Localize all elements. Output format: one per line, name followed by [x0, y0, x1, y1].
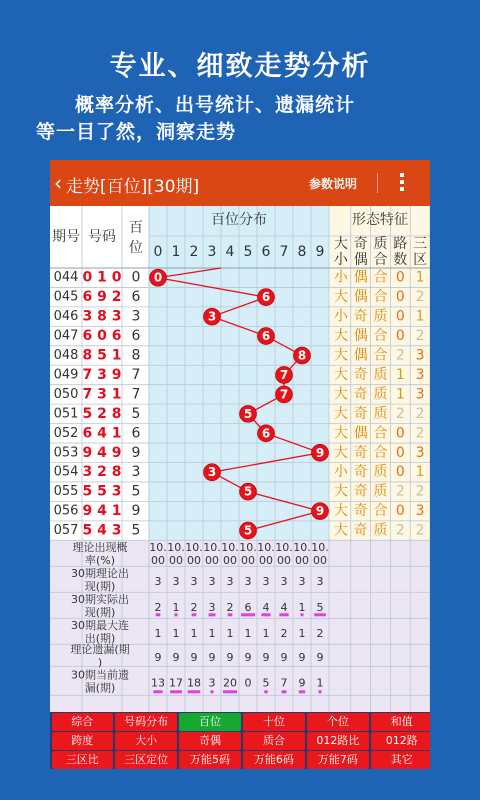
stat-value: 3 — [280, 574, 288, 588]
stat-bar — [319, 690, 322, 693]
tab-1-5[interactable]: 012路 — [371, 732, 430, 750]
row-form-1: 奇 — [353, 464, 368, 481]
stat-value: 1 — [298, 600, 306, 614]
row-hundreds-value: 7 — [131, 386, 141, 403]
header-form-col: 三 — [413, 236, 428, 252]
hit-ball-label: 0 — [153, 270, 163, 285]
stat-value: 00 — [223, 553, 237, 567]
tab-0-2[interactable]: 百位 — [179, 713, 241, 731]
row-form-1: 奇 — [353, 503, 368, 520]
row-number: 5 2 8 — [82, 405, 122, 422]
row-form-4: 3 — [415, 386, 425, 403]
stat-value: 13 — [151, 676, 165, 690]
stat-value: 2 — [190, 600, 198, 614]
row-form-2: 合 — [373, 289, 388, 306]
stat-value: 00 — [151, 553, 165, 567]
row-form-3: 0 — [395, 464, 405, 481]
stat-bar — [299, 690, 305, 693]
row-form-4: 2 — [415, 405, 425, 422]
hit-ball-label: 7 — [279, 387, 289, 402]
stat-value: 3 — [244, 574, 252, 588]
stat-value: 2 — [316, 626, 324, 640]
header-distribution: 百位分布 — [211, 212, 267, 228]
stat-value: 00 — [241, 553, 255, 567]
stat-value: 20 — [223, 676, 237, 690]
stat-value: 10. — [203, 540, 221, 554]
stat-value: 1 — [262, 626, 270, 640]
tab-2-2[interactable]: 万能5码 — [179, 751, 241, 769]
promo-subtitle-1: 概率分析、出号统计、遗漏统计 — [75, 94, 356, 116]
stat-label: 30期实际出 — [71, 592, 129, 606]
row-form-2: 合 — [373, 425, 388, 442]
row-form-3: 2 — [395, 483, 405, 500]
row-form-4: 1 — [415, 308, 425, 325]
stat-value: 5 — [262, 676, 270, 690]
stat-value: 10. — [275, 540, 293, 554]
stat-label: ) — [97, 655, 103, 669]
row-form-0: 大 — [333, 386, 348, 403]
row-hundreds-value: 3 — [131, 308, 141, 325]
row-form-4: 3 — [415, 347, 425, 364]
row-form-2: 质 — [373, 366, 388, 383]
row-period: 053 — [53, 445, 79, 461]
stat-label: 理论出现概 — [72, 540, 128, 554]
header-digit: 7 — [279, 244, 289, 260]
header-digit: 1 — [171, 244, 181, 260]
page-title: 走势[百位][30期] — [66, 177, 200, 197]
row-form-2: 质 — [373, 405, 388, 422]
stat-value: 10. — [257, 540, 275, 554]
overflow-menu-icon[interactable] — [396, 170, 408, 196]
row-form-0: 大 — [333, 444, 348, 461]
row-form-1: 奇 — [353, 366, 368, 383]
tab-0-0[interactable]: 综合 — [52, 713, 114, 731]
row-period: 044 — [53, 270, 79, 286]
row-form-0: 大 — [333, 328, 348, 345]
promo-subtitle-2: 等一目了然，洞察走势 — [36, 121, 237, 143]
row-form-4: 3 — [415, 366, 425, 383]
stat-bar — [192, 613, 197, 616]
stat-label: 30期当前遗 — [71, 668, 129, 682]
stat-bar — [223, 690, 237, 693]
header-form-col: 偶 — [353, 252, 368, 268]
tab-2-5[interactable]: 其它 — [371, 751, 430, 769]
stat-value: 00 — [313, 553, 327, 567]
row-hundreds-value: 5 — [131, 522, 141, 539]
header-digit: 9 — [315, 244, 325, 260]
stat-value: 1 — [226, 626, 234, 640]
stat-value: 10. — [293, 540, 311, 554]
stat-value: 9 — [298, 650, 306, 664]
stat-value: 10. — [239, 540, 257, 554]
header-form-col: 大 — [333, 236, 348, 252]
hit-ball-label: 5 — [243, 484, 253, 499]
stat-value: 3 — [262, 574, 270, 588]
hit-ball-label: 5 — [243, 523, 253, 538]
stat-value: 9 — [226, 650, 234, 664]
tab-0-4[interactable]: 个位 — [307, 713, 369, 731]
tab-2-0[interactable]: 三区比 — [52, 751, 114, 769]
app-bar — [50, 160, 430, 206]
row-form-0: 小 — [333, 308, 348, 325]
stat-value: 1 — [244, 626, 252, 640]
row-hundreds-value: 3 — [131, 464, 141, 481]
row-form-1: 奇 — [353, 483, 368, 500]
header-form-col: 区 — [413, 252, 428, 268]
header-form-col: 路 — [393, 236, 408, 252]
stat-value: 9 — [244, 650, 252, 664]
hit-ball-label: 9 — [315, 504, 325, 519]
row-form-3: 0 — [395, 308, 405, 325]
row-period: 052 — [53, 425, 79, 441]
row-form-3: 0 — [395, 269, 405, 286]
row-form-0: 小 — [333, 464, 348, 481]
row-number: 7 3 9 — [82, 366, 122, 383]
stat-value: 0 — [244, 676, 252, 690]
row-form-1: 偶 — [353, 328, 368, 345]
row-form-4: 2 — [415, 522, 425, 539]
phone-screen — [50, 160, 430, 769]
header-period: 期号 — [52, 229, 80, 245]
stat-bar — [301, 613, 304, 616]
header-digit: 6 — [261, 244, 271, 260]
row-period: 047 — [53, 328, 79, 344]
stat-value: 1 — [298, 626, 306, 640]
row-period: 046 — [53, 309, 79, 325]
tab-0-5[interactable]: 和值 — [371, 713, 430, 731]
tab-1-0[interactable]: 跨度 — [52, 732, 114, 750]
row-form-1: 奇 — [353, 405, 368, 422]
row-form-4: 3 — [415, 444, 425, 461]
stat-bar — [188, 690, 201, 693]
stat-value: 1 — [172, 600, 180, 614]
row-form-1: 奇 — [353, 386, 368, 403]
stat-value: 2 — [226, 600, 234, 614]
stat-value: 9 — [154, 650, 162, 664]
row-number: 5 4 3 — [82, 522, 122, 539]
row-number: 7 3 1 — [82, 386, 122, 403]
stat-value: 9 — [280, 650, 288, 664]
tab-2-4[interactable]: 万能7码 — [307, 751, 369, 769]
row-form-3: 0 — [395, 444, 405, 461]
row-period: 056 — [53, 503, 79, 519]
header-form-col: 数 — [393, 252, 408, 268]
row-form-1: 偶 — [353, 269, 368, 286]
tab-1-3[interactable]: 质合 — [243, 732, 305, 750]
stat-value: 3 — [172, 574, 180, 588]
hit-ball-label: 3 — [207, 309, 217, 324]
stat-value: 4 — [280, 600, 288, 614]
stat-value: 1 — [208, 626, 216, 640]
row-number: 6 4 1 — [82, 425, 122, 442]
stat-bar — [156, 613, 161, 616]
stat-value: 3 — [190, 574, 198, 588]
row-form-2: 合 — [373, 503, 388, 520]
tab-0-1[interactable]: 号码分布 — [115, 713, 177, 731]
row-form-0: 大 — [333, 347, 348, 364]
row-form-0: 大 — [333, 503, 348, 520]
header-form-col: 奇 — [353, 236, 368, 252]
stat-value: 10. — [221, 540, 239, 554]
stat-value: 3 — [208, 600, 216, 614]
row-form-3: 0 — [395, 328, 405, 345]
stat-value: 10. — [167, 540, 185, 554]
row-period: 048 — [53, 348, 79, 364]
stat-value: 17 — [169, 676, 183, 690]
stat-bar — [282, 690, 287, 693]
row-period: 057 — [53, 523, 79, 539]
stat-value: 00 — [259, 553, 273, 567]
header-digit: 2 — [189, 244, 199, 260]
tab-bar — [50, 712, 430, 769]
row-form-1: 奇 — [353, 522, 368, 539]
hit-ball-label: 6 — [261, 290, 271, 305]
row-number: 8 5 1 — [82, 347, 122, 364]
stat-value: 00 — [187, 553, 201, 567]
stat-label: 现(期) — [84, 579, 116, 593]
hit-ball-label: 9 — [315, 445, 325, 460]
hit-ball-label: 5 — [243, 406, 253, 421]
row-form-1: 偶 — [353, 425, 368, 442]
stat-value: 2 — [280, 626, 288, 640]
row-form-3: 0 — [395, 425, 405, 442]
row-number: 3 2 8 — [82, 464, 122, 481]
stat-value: 1 — [316, 676, 324, 690]
row-hundreds-value: 6 — [131, 425, 141, 442]
header-form-col: 小 — [333, 252, 348, 268]
row-form-4: 1 — [415, 464, 425, 481]
stat-bar — [314, 613, 326, 616]
row-form-2: 质 — [373, 483, 388, 500]
tab-1-4[interactable]: 012路比 — [307, 732, 369, 750]
row-period: 045 — [53, 289, 79, 305]
stat-label: 出(期) — [84, 631, 116, 645]
row-form-4: 2 — [415, 483, 425, 500]
row-form-2: 合 — [373, 269, 388, 286]
row-form-1: 偶 — [353, 347, 368, 364]
stat-value: 5 — [316, 600, 324, 614]
row-form-3: 0 — [395, 503, 405, 520]
header-digit: 5 — [243, 244, 253, 260]
row-number: 5 5 3 — [82, 483, 122, 500]
row-form-4: 3 — [415, 503, 425, 520]
row-form-3: 2 — [395, 405, 405, 422]
row-form-0: 大 — [333, 405, 348, 422]
stat-value: 6 — [244, 600, 252, 614]
row-number: 9 4 9 — [82, 444, 122, 461]
stat-value: 10. — [149, 540, 167, 554]
row-form-4: 2 — [415, 425, 425, 442]
stat-bar — [211, 690, 214, 693]
row-hundreds-value: 7 — [131, 366, 141, 383]
trend-chart — [50, 206, 430, 712]
stat-bar — [209, 613, 216, 616]
header-digit: 8 — [297, 244, 307, 260]
stat-value: 9 — [208, 650, 216, 664]
header-digit: 3 — [207, 244, 217, 260]
stat-value: 00 — [205, 553, 219, 567]
row-form-4: 2 — [415, 328, 425, 345]
promo-title: 专业、细致走势分析 — [109, 51, 371, 82]
row-form-3: 1 — [395, 366, 405, 383]
stat-value: 9 — [172, 650, 180, 664]
stat-value: 9 — [262, 650, 270, 664]
row-period: 051 — [53, 406, 79, 422]
stat-label: 30期最大连 — [71, 618, 129, 632]
row-form-2: 质 — [373, 386, 388, 403]
row-form-0: 大 — [333, 425, 348, 442]
row-period: 055 — [53, 484, 79, 500]
header-hundreds: 百 — [129, 220, 143, 236]
stat-value: 2 — [154, 600, 162, 614]
stat-value: 00 — [295, 553, 309, 567]
row-form-3: 2 — [395, 522, 405, 539]
tab-0-3[interactable]: 十位 — [243, 713, 305, 731]
stat-value: 4 — [262, 600, 270, 614]
stat-value: 10. — [185, 540, 203, 554]
tab-2-3[interactable]: 万能6码 — [243, 751, 305, 769]
stat-bar — [261, 613, 270, 616]
row-form-3: 2 — [395, 347, 405, 364]
header-form-col: 合 — [373, 252, 388, 268]
hit-ball-label: 7 — [279, 367, 289, 382]
row-period: 050 — [53, 386, 79, 402]
row-period: 054 — [53, 464, 79, 480]
row-form-3: 0 — [395, 289, 405, 306]
stat-bar — [228, 613, 233, 616]
row-form-0: 大 — [333, 522, 348, 539]
stat-bar — [241, 613, 255, 616]
row-form-2: 合 — [373, 444, 388, 461]
row-hundreds-value: 0 — [131, 269, 141, 286]
row-hundreds-value: 8 — [131, 347, 141, 364]
stat-value: 10. — [311, 540, 329, 554]
stat-value: 3 — [226, 574, 234, 588]
chevron-left-icon[interactable]: ‹ — [54, 171, 62, 195]
row-form-1: 奇 — [353, 444, 368, 461]
row-hundreds-value: 9 — [131, 503, 141, 520]
row-form-0: 大 — [333, 289, 348, 306]
stat-value: 3 — [208, 676, 216, 690]
row-hundreds-value: 6 — [131, 289, 141, 306]
hit-ball-label: 8 — [297, 348, 307, 363]
hit-ball-label: 6 — [261, 426, 271, 441]
row-hundreds-value: 6 — [131, 328, 141, 345]
stat-value: 18 — [187, 676, 201, 690]
tab-2-1[interactable]: 三区定位 — [115, 751, 177, 769]
row-form-0: 大 — [333, 366, 348, 383]
row-form-2: 质 — [373, 464, 388, 481]
stat-value: 3 — [316, 574, 324, 588]
row-period: 049 — [53, 367, 79, 383]
row-number: 6 9 2 — [82, 289, 122, 306]
header-number: 号码 — [88, 229, 116, 245]
row-form-0: 小 — [333, 269, 348, 286]
stat-value: 3 — [298, 574, 306, 588]
stat-bar — [175, 613, 178, 616]
stat-value: 1 — [190, 626, 198, 640]
stat-value: 9 — [316, 650, 324, 664]
row-number: 9 4 1 — [82, 503, 122, 520]
stat-label: 漏(期) — [84, 681, 116, 695]
hit-ball-label: 3 — [207, 465, 217, 480]
row-form-0: 大 — [333, 483, 348, 500]
row-hundreds-value: 9 — [131, 444, 141, 461]
stat-label: 30期理论出 — [71, 566, 129, 580]
row-form-2: 质 — [373, 308, 388, 325]
stat-value: 7 — [280, 676, 288, 690]
stat-label: 理论遗漏(期 — [70, 642, 130, 656]
stat-bar — [264, 690, 268, 693]
stat-label: 率(%) — [84, 553, 116, 567]
stat-value: 9 — [298, 676, 306, 690]
stat-bar — [279, 613, 288, 616]
row-form-1: 偶 — [353, 289, 368, 306]
divider — [377, 173, 378, 193]
tab-1-1[interactable]: 大小 — [115, 732, 177, 750]
stat-bar — [153, 690, 162, 693]
row-form-4: 2 — [415, 289, 425, 306]
row-form-1: 奇 — [353, 308, 368, 325]
stat-value: 1 — [172, 626, 180, 640]
stat-value: 3 — [154, 574, 162, 588]
row-hundreds-value: 5 — [131, 405, 141, 422]
header-form-col: 质 — [373, 236, 388, 252]
row-number: 6 0 6 — [82, 328, 122, 345]
row-form-2: 合 — [373, 328, 388, 345]
stat-value: 1 — [154, 626, 162, 640]
header-digit: 4 — [225, 244, 235, 260]
row-number: 3 8 3 — [82, 308, 122, 325]
stat-value: 00 — [277, 553, 291, 567]
row-form-2: 合 — [373, 347, 388, 364]
stat-value: 3 — [208, 574, 216, 588]
header-hundreds: 位 — [129, 240, 143, 256]
row-form-4: 1 — [415, 269, 425, 286]
tab-1-2[interactable]: 奇偶 — [179, 732, 241, 750]
header-form: 形态特征 — [352, 212, 408, 228]
stat-value: 00 — [169, 553, 183, 567]
row-form-3: 1 — [395, 386, 405, 403]
row-number: 0 1 0 — [82, 269, 122, 286]
row-hundreds-value: 5 — [131, 483, 141, 500]
help-button[interactable]: 参数说明 — [309, 177, 358, 191]
stat-bar — [170, 690, 182, 693]
stat-value: 9 — [190, 650, 198, 664]
stat-label: 现(期) — [84, 605, 116, 619]
header-digit: 0 — [153, 244, 163, 260]
hit-ball-label: 6 — [261, 329, 271, 344]
row-form-2: 质 — [373, 522, 388, 539]
